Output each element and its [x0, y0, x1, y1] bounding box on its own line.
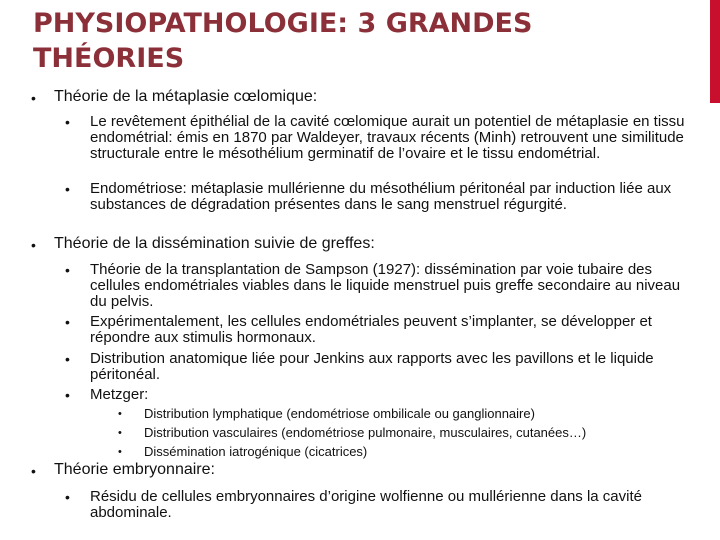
- bullet-icon: •: [65, 387, 70, 403]
- bullet-icon: •: [118, 446, 122, 458]
- bullet-icon: •: [118, 427, 122, 439]
- section-heading-text: Théorie de la dissémination suivie de greffes:: [54, 235, 375, 252]
- bullet-icon: •: [118, 408, 122, 420]
- slide-title: PHYSIOPATHOLOGIE: 3 GRANDES THÉORIES: [33, 8, 533, 74]
- sub-list-item-text: Distribution vasculaires (endométriose pulmonaire, musculaires, cutanées…): [144, 425, 587, 440]
- bullet-icon: •: [65, 314, 70, 330]
- list-item-text: Metzger:: [90, 386, 149, 403]
- bullet-icon: •: [31, 90, 36, 106]
- sub-list-item-text: Dissémination iatrogénique (cicatrices): [144, 444, 368, 459]
- accent-bar: [710, 0, 720, 103]
- bullet-icon: •: [31, 463, 36, 479]
- list-item-text: Le revêtement épithélial de la cavité cœlomique aurait un potentiel de métaplasie en tissu endométrial: émis en 1870 par Waldeyer, travaux récents (Minh) retrouvent une similitude structurale entre le mésothélium germinatif de l’ovaire et le tissu endométrial.: [90, 113, 685, 162]
- list-item-text: Endométriose: métaplasie mullérienne du mésothélium péritonéal par induction liée aux substances de dégradation présentes dans le sang menstruel régurgité.: [90, 180, 672, 213]
- bullet-icon: •: [31, 237, 36, 253]
- section-heading-text: Théorie embryonnaire:: [54, 461, 215, 478]
- section-heading-text: Théorie de la métaplasie cœlomique:: [54, 88, 318, 105]
- list-item-text: Distribution anatomique liée pour Jenkins aux rapports avec les pavillons et le liquide péritonéal.: [90, 350, 654, 383]
- bullet-icon: •: [65, 181, 70, 197]
- list-item-text: Théorie de la transplantation de Sampson (1927): dissémination par voie tubaire des cellules endométriales viables dans le liquide menstruel puis greffe secondaire au niveau du pelvis.: [90, 261, 681, 310]
- bullet-icon: •: [65, 114, 70, 130]
- bullet-icon: •: [65, 351, 70, 367]
- bullet-icon: •: [65, 489, 70, 505]
- sub-list-item-text: Distribution lymphatique (endométriose ombilicale ou ganglionnaire): [144, 406, 535, 421]
- list-item-text: Résidu de cellules embryonnaires d’origine wolfienne ou mullérienne dans la cavité abdominale.: [90, 488, 642, 521]
- bullet-icon: •: [65, 262, 70, 278]
- list-item-text: Expérimentalement, les cellules endométriales peuvent s’implanter, se développer et répondre aux stimulis hormonaux.: [90, 313, 652, 346]
